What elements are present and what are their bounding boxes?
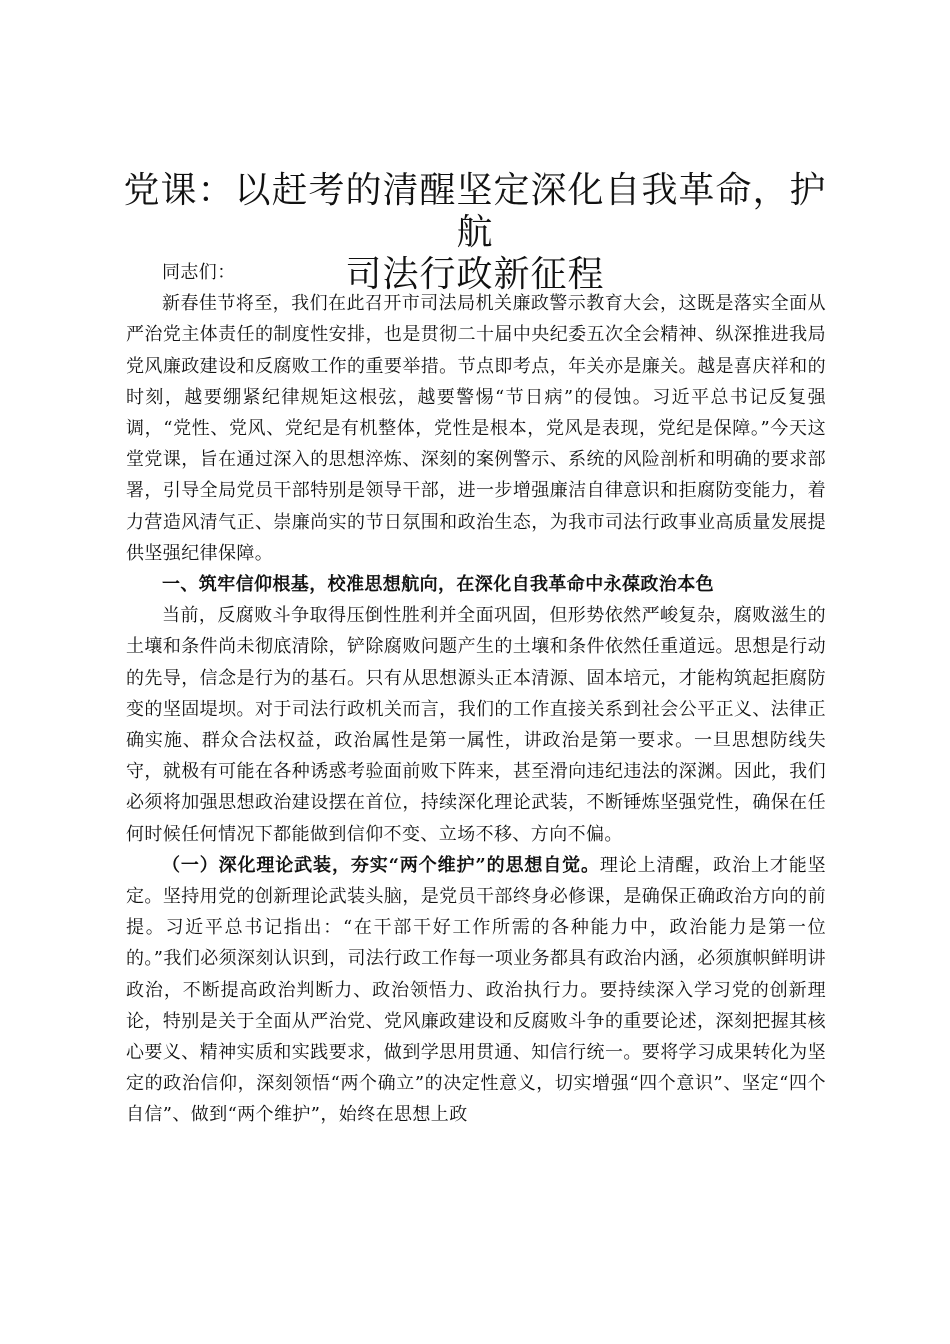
salutation: 同志们： <box>162 262 236 283</box>
section-1-heading: 一、筑牢信仰根基，校准思想航向，在深化自我革命中永葆政治本色 <box>162 574 714 596</box>
section-1-paragraph: 当前，反腐败斗争取得压倒性胜利并全面巩固，但形势依然严峻复杂，腐败滋生的土壤和条件尚未彻底清除，铲除腐败问题产生的土壤和条件依然任重道远。思想是行动的先导，信念是行为的基石。只有从思想源头正本清源、固本培元，才能构筑起拒腐防变的坚固堤坝。对于司法行政机关而言，我们的工作直接关系到社会公平正义、法律正确实施、群众合法权益，政治属性是第一属性，讲政治是第一要求。一旦思想防线失守，就极有可能在各种诱惑考验面前败下阵来，甚至滑向违纪违法的深渊。因此，我们必须将加强思想政治建设摆在首位，持续深化理论武装，不断锤炼坚强党性，确保在任何时候任何情况下都能做到信仰不变、立场不移、方向不偏。 <box>126 605 826 845</box>
document-body <box>126 257 826 1131</box>
subsection-1-heading: （一）深化理论武装，夯实“两个维护”的思想自觉。 <box>162 854 600 876</box>
intro-paragraph: 新春佳节将至，我们在此召开市司法局机关廉政警示教育大会，这既是落实全面从严治党主体责任的制度性安排，也是贯彻二十届中央纪委五次全会精神、纵深推进我局党风廉政建设和反腐败工作的重要举措。节点即考点，年关亦是廉关。越是喜庆祥和的时刻，越要绷紧纪律规矩这根弦，越要警惕“节日病”的侵蚀。习近平总书记反复强调，“党性、党风、党纪是有机整体，党性是根本，党风是表现，党纪是保障。”今天这堂党课，旨在通过深入的思想淬炼、深刻的案例警示、系统的风险剖析和明确的要求部署，引导全局党员干部特别是领导干部，进一步增强廉洁自律意识和拒腐防变能力，着力营造风清气正、崇廉尚实的节日氛围和政治生态，为我市司法行政事业高质量发展提供坚强纪律保障。 <box>126 293 826 564</box>
title-line-1: 党课：以赶考的清醒坚定深化自我革命，护航 <box>123 170 827 253</box>
subsection-1-text: 理论上清醒，政治上才能坚定。坚持用党的创新理论武装头脑，是党员干部终身必修课，是确保正确政治方向的前提。习近平总书记指出：“在干部干好工作所需的各种能力中，政治能力是第一位的。”我们必须深刻认识到，司法行政工作每一项业务都具有政治内涵，必须旗帜鲜明讲政治，不断提高政治判断力、政治领悟力、政治执行力。要持续深入学习党的创新理论，特别是关于全面从严治党、党风廉政建设和反腐败斗争的重要论述，深刻把握其核心要义、精神实质和实践要求，做到学思用贯通、知信行统一。要将学习成果转化为坚定的政治信仰，深刻领悟“两个确立”的决定性意义，切实增强“四个意识”、坚定“四个自信”、做到“两个维护”，始终在思想上政 <box>126 854 826 1126</box>
title-line-2: 司法行政新征程 <box>345 254 605 295</box>
subsection-1-paragraph <box>126 850 826 1131</box>
